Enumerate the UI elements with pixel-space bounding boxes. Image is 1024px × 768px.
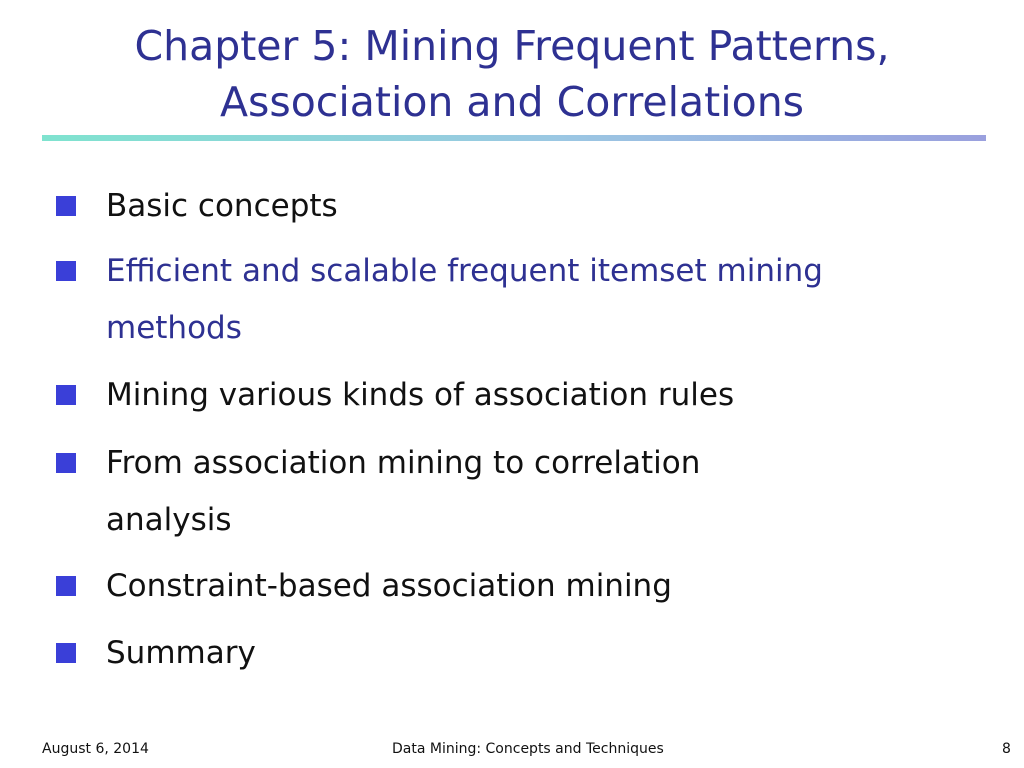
bullet-square-icon xyxy=(56,196,76,216)
bullet-square-icon xyxy=(56,385,76,405)
slide-title xyxy=(30,18,994,130)
bullet-text: Summary xyxy=(106,635,256,671)
bullet-text: Efficient and scalable frequent itemset mining methods xyxy=(106,253,823,346)
bullet-square-icon xyxy=(56,576,76,596)
footer-page-number: 8 xyxy=(1002,741,1011,757)
slide-title-line-1: Chapter 5: Mining Frequent Patterns, xyxy=(134,22,890,70)
bullet-square-icon xyxy=(56,261,76,281)
bullet-square-icon xyxy=(56,453,76,473)
bullet-text: Mining various kinds of association rules xyxy=(106,377,735,413)
bullet-text: From association mining to correlation analysis xyxy=(106,445,701,538)
footer-date: August 6, 2014 xyxy=(42,741,149,757)
bullet-text: Constraint-based association mining xyxy=(106,568,672,604)
footer-title: Data Mining: Concepts and Techniques xyxy=(392,741,664,757)
bullet-square-icon xyxy=(56,643,76,663)
title-underline-divider xyxy=(42,135,986,141)
bullet-text: Basic concepts xyxy=(106,188,338,224)
slide-title-line-2: Association and Correlations xyxy=(219,78,805,126)
